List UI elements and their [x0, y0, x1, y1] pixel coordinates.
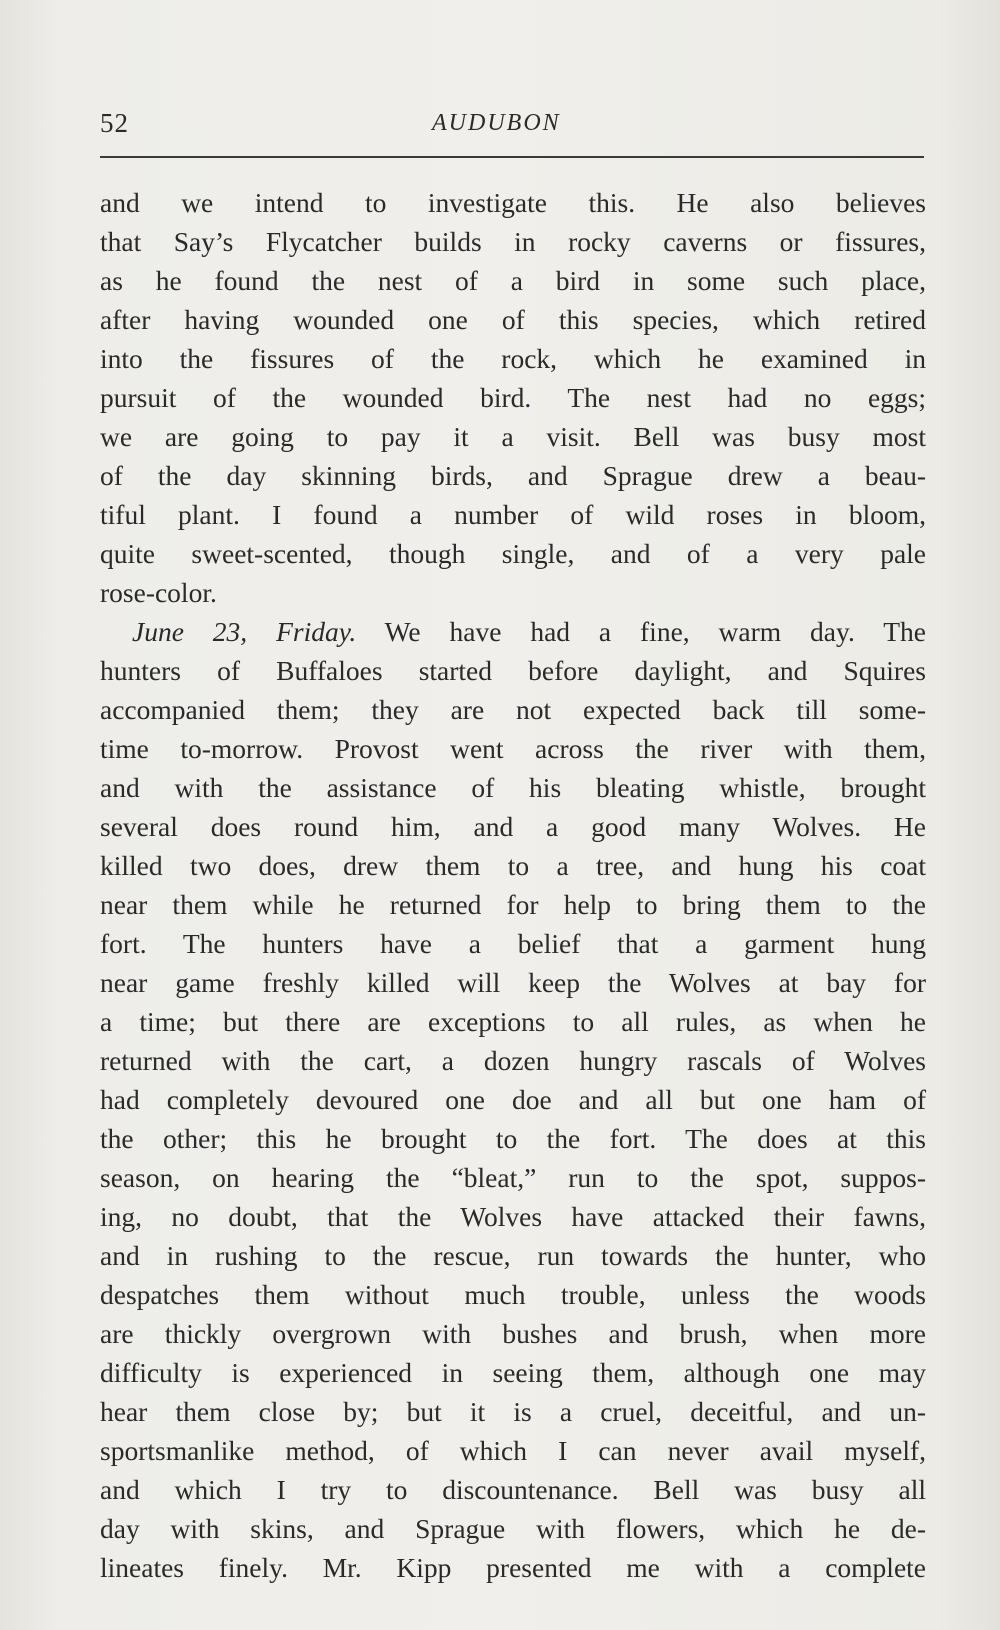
text-line: fort. The hunters have a belief that a garment hung	[100, 928, 926, 959]
text-line: as he found the nest of a bird in some such place,	[100, 265, 926, 296]
text-line: hear them close by; but it is a cruel, deceitful, and un-	[100, 1396, 926, 1427]
header-rule	[100, 156, 924, 158]
text-line: sportsmanlike method, of which I can never avail myself,	[100, 1435, 926, 1466]
text-line: the other; this he brought to the fort. The does at this	[100, 1123, 926, 1154]
text-line: and we intend to investigate this. He also believes	[100, 187, 926, 218]
text-line: season, on hearing the “bleat,” run to the spot, suppos-	[100, 1162, 926, 1193]
text-line: time to-morrow. Provost went across the river with them,	[100, 733, 926, 764]
text-line: near them while he returned for help to bring them to the	[100, 889, 926, 920]
text-line-dated	[100, 612, 926, 651]
text-line: into the fissures of the rock, which he examined in	[100, 343, 926, 374]
text-line: and with the assistance of his bleating whistle, brought	[100, 772, 926, 803]
text-line: tiful plant. I found a number of wild roses in bloom,	[100, 499, 926, 530]
text-line: accompanied them; they are not expected back till some-	[100, 694, 926, 725]
text-line: of the day skinning birds, and Sprague drew a beau-	[100, 460, 926, 491]
text-line: quite sweet-scented, though single, and of a very pale	[100, 538, 926, 569]
text-line: had completely devoured one doe and all but one ham of	[100, 1084, 926, 1115]
text-line: killed two does, drew them to a tree, and hung his coat	[100, 850, 926, 881]
text-line: we are going to pay it a visit. Bell was busy most	[100, 421, 926, 452]
text-line: day with skins, and Sprague with flowers, which he de-	[100, 1513, 926, 1544]
text-line: pursuit of the wounded bird. The nest had no eggs;	[100, 382, 926, 413]
dated-line-rest: We have had a fine, warm day. The	[356, 616, 926, 647]
paragraph-june-23	[100, 612, 926, 1587]
running-head: AUDUBON	[432, 110, 561, 136]
text-line: are thickly overgrown with bushes and brush, when more	[100, 1318, 926, 1349]
text-line: lineates finely. Mr. Kipp presented me with a complete	[100, 1552, 926, 1583]
text-line: after having wounded one of this species, which retired	[100, 304, 926, 335]
page-number: 52	[100, 108, 129, 138]
text-line: a time; but there are exceptions to all rules, as when he	[100, 1006, 926, 1037]
text-line: rose-color.	[100, 577, 217, 608]
text-line: several does round him, and a good many Wolves. He	[100, 811, 926, 842]
body-text	[100, 183, 926, 1587]
text-line: hunters of Buffaloes started before daylight, and Squires	[100, 655, 926, 686]
dateline: June 23, Friday.	[132, 616, 357, 647]
text-line: despatches them without much trouble, unless the woods	[100, 1279, 926, 1310]
text-line: that Say’s Flycatcher builds in rocky caverns or fissures,	[100, 226, 926, 257]
page-header	[100, 108, 924, 144]
text-line: ing, no doubt, that the Wolves have attacked their fawns,	[100, 1201, 926, 1232]
text-line: difficulty is experienced in seeing them, although one may	[100, 1357, 926, 1388]
paragraph-continuation	[100, 183, 926, 612]
text-line: and in rushing to the rescue, run towards the hunter, who	[100, 1240, 926, 1271]
text-line: and which I try to discountenance. Bell was busy all	[100, 1474, 926, 1505]
text-line: near game freshly killed will keep the Wolves at bay for	[100, 967, 926, 998]
text-line: returned with the cart, a dozen hungry rascals of Wolves	[100, 1045, 926, 1076]
